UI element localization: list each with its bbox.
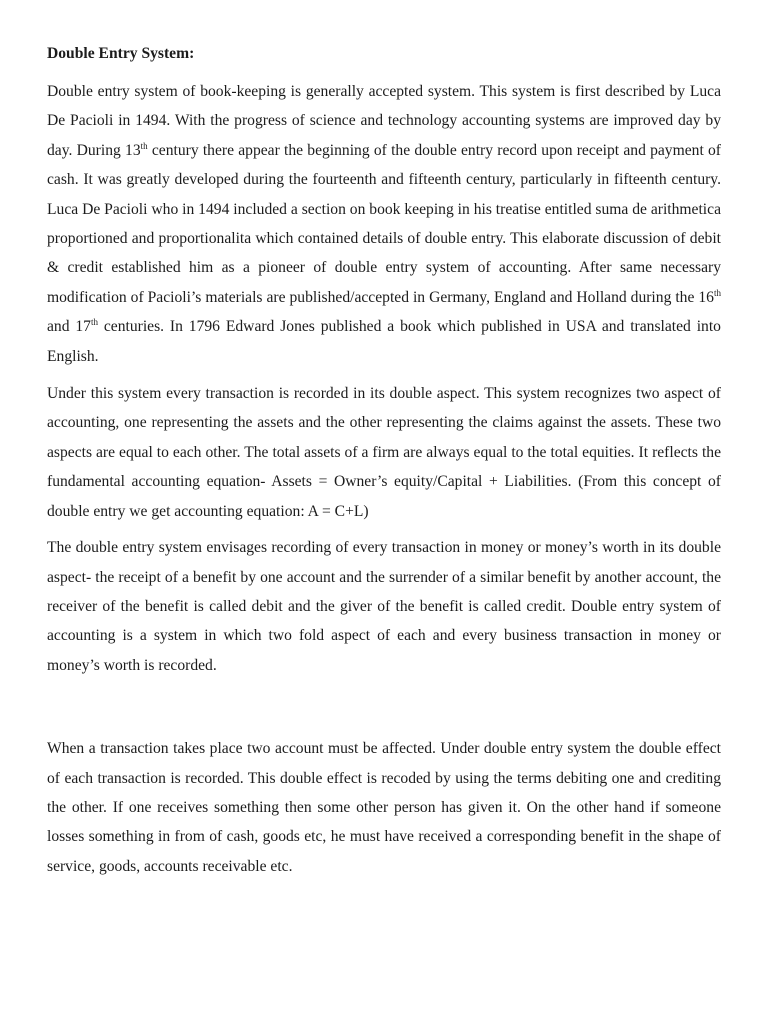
superscript-th: th <box>713 287 721 298</box>
paragraph-double-aspect: Under this system every transaction is recorded in its double aspect. This system recognizes two aspect of accounting, one representing the assets and the other representing the claims against the assets. These two aspects are equal to each other. The total assets of a firm are always equal to the total equities. It reflects the fundamental accounting equation- Assets = Owner’s equity/Capital + Liabilities. (From this concept of double entry we get accounting equation: A = C+L) <box>47 385 721 520</box>
paragraph-debit-credit: The double entry system envisages recording of every transaction in money or money’s worth in its double aspect- the receipt of a benefit by one account and the surrender of a similar benefit by another account, the receiver of the benefit is called debit and the giver of the benefit is called credit. Double entry system of accounting is a system in which two fold aspect of each and every business transaction in money or money’s worth is recorded. <box>47 539 721 674</box>
document-page <box>47 42 721 881</box>
paragraph-history-part-b: century there appear the beginning of the double entry record upon receipt and payment of cash. It was greatly developed during the fourteenth and fifteenth century, particularly in fifteenth century. Luca De Pacioli who in 1494 included a section on book keeping in his treatise entitled suma de arithmetica proportioned and proportionalita which contained details of double entry. This elaborate discussion of debit & credit established him as a pioneer of double entry system of accounting. After same necessary modification of Pacioli’s materials are published/accepted in Germany, England and Holland during the 16 <box>47 141 721 306</box>
superscript-th: th <box>90 317 98 328</box>
document-title: Double Entry System: <box>47 45 195 62</box>
paragraph-history <box>47 77 721 371</box>
paragraph-history-part-c: and 17 <box>47 318 91 336</box>
paragraph-history-part-a: Double entry system of book-keeping is generally accepted system. This system is first described by Luca De Pacioli in 1494. With the progress of science and technology accounting systems are improved day by day. During 13 <box>47 83 721 159</box>
paragraph-history-part-d: centuries. In 1796 Edward Jones published a book which published in USA and translated into English. <box>47 318 721 365</box>
superscript-th: th <box>140 140 148 151</box>
paragraph-transaction-effect: When a transaction takes place two account must be affected. Under double entry system the double effect of each transaction is recorded. This double effect is recoded by using the terms debiting one and crediting the other. If one receives something then some other person has given it. On the other hand if someone losses something in from of cash, goods etc, he must have received a corresponding benefit in the shape of service, goods, accounts receivable etc. <box>47 740 721 875</box>
